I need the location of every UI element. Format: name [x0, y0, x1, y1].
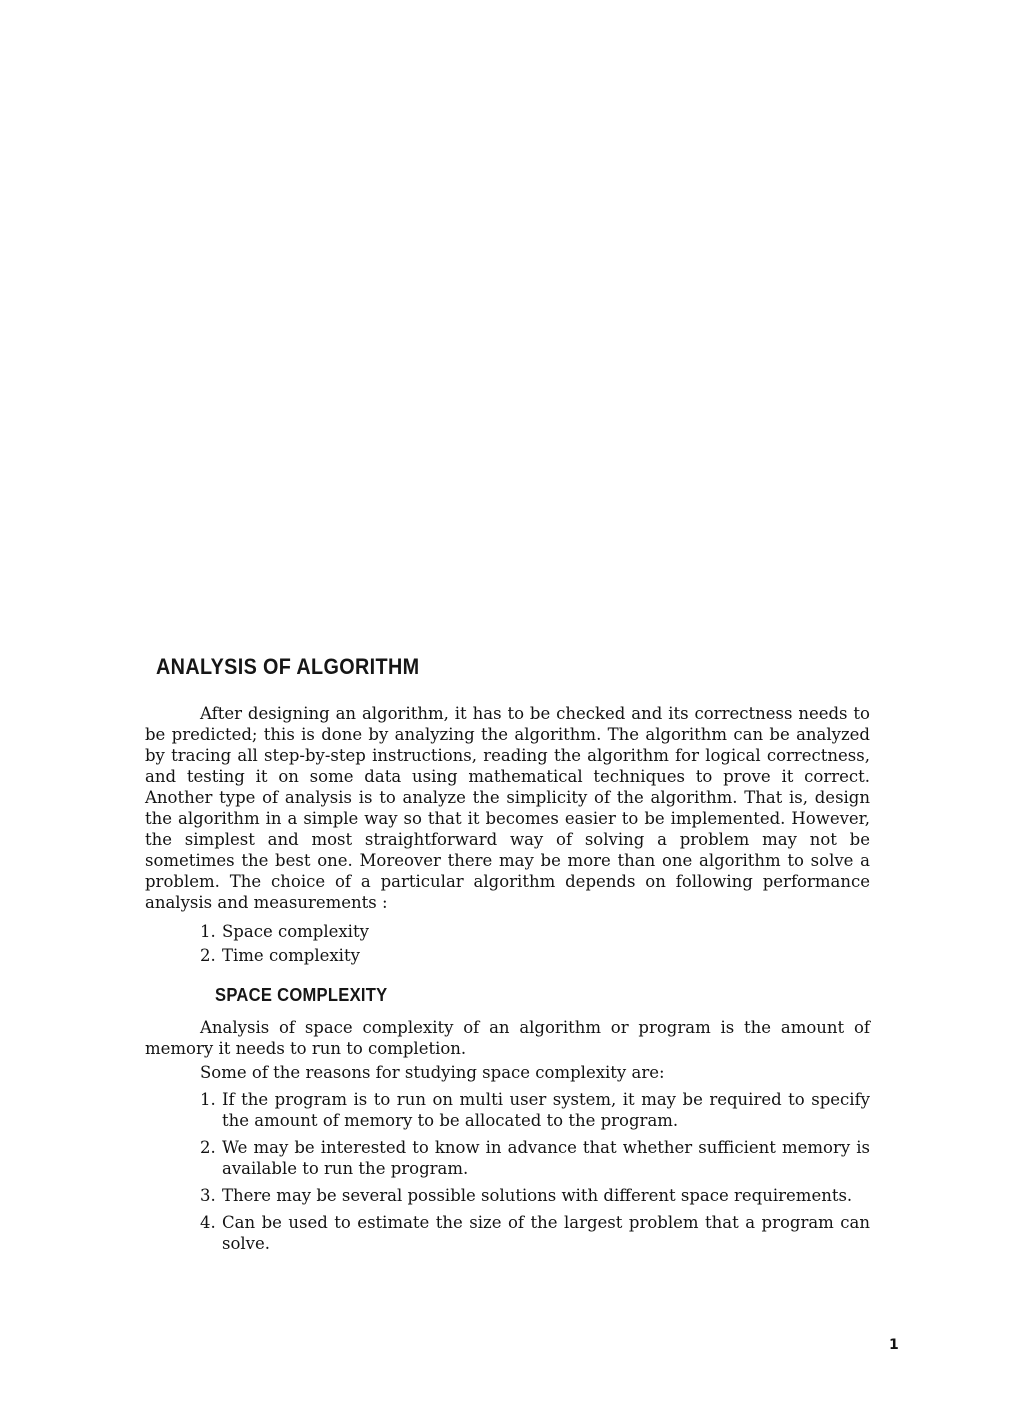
list-item	[200, 1212, 870, 1254]
list-item-number: 1.	[200, 1090, 216, 1109]
page-number: 1	[889, 1337, 899, 1353]
reasons-list	[200, 1089, 870, 1254]
list-item	[200, 1089, 870, 1131]
list-item-number: 1.	[200, 922, 216, 941]
page-content	[145, 654, 870, 1260]
list-item-number: 2.	[200, 946, 216, 965]
list-item-text: Time complexity	[222, 946, 360, 965]
section-heading: SPACE COMPLEXITY	[215, 985, 388, 1005]
section-paragraph: Analysis of space complexity of an algorithm or program is the amount of memory it needs to run to completion.	[145, 1018, 870, 1058]
list-item-text: Can be used to estimate the size of the largest problem that a program can solve.	[222, 1213, 870, 1253]
list-item-text: If the program is to run on multi user system, it may be required to specify the amount of memory to be allocated to the program.	[222, 1090, 870, 1130]
list-item-number: 4.	[200, 1213, 216, 1232]
list-item-text: We may be interested to know in advance that whether sufficient memory is available to run the program.	[222, 1138, 870, 1178]
list-item-number: 2.	[200, 1138, 216, 1157]
section-paragraph: Some of the reasons for studying space complexity are:	[200, 1063, 665, 1082]
measurements-list	[200, 921, 870, 966]
list-item	[200, 1185, 870, 1206]
list-item	[200, 921, 870, 942]
list-item-text: There may be several possible solutions with different space requirements.	[222, 1186, 853, 1205]
list-item-text: Space complexity	[222, 922, 369, 941]
intro-paragraph: After designing an algorithm, it has to be checked and its correctness needs to be predicted; this is done by analyzing the algorithm. The algorithm can be analyzed by tracing all step-by-step instructions, reading the algorithm for logical correctness, and testing it on some data using mathematical techniques to prove it correct. Another type of analysis is to analyze the simplicity of the algorithm. That is, design the algorithm in a simple way so that it becomes easier to be implemented. However, the simplest and most straightforward way of solving a problem may not be sometimes the best one. Moreover there may be more than one algorithm to solve a problem. The choice of a particular algorithm depends on following performance analysis and measurements :	[145, 704, 870, 912]
list-item	[200, 1137, 870, 1179]
list-item	[200, 945, 870, 966]
page-title: ANALYSIS OF ALGORITHM	[156, 654, 420, 679]
list-item-number: 3.	[200, 1186, 216, 1205]
